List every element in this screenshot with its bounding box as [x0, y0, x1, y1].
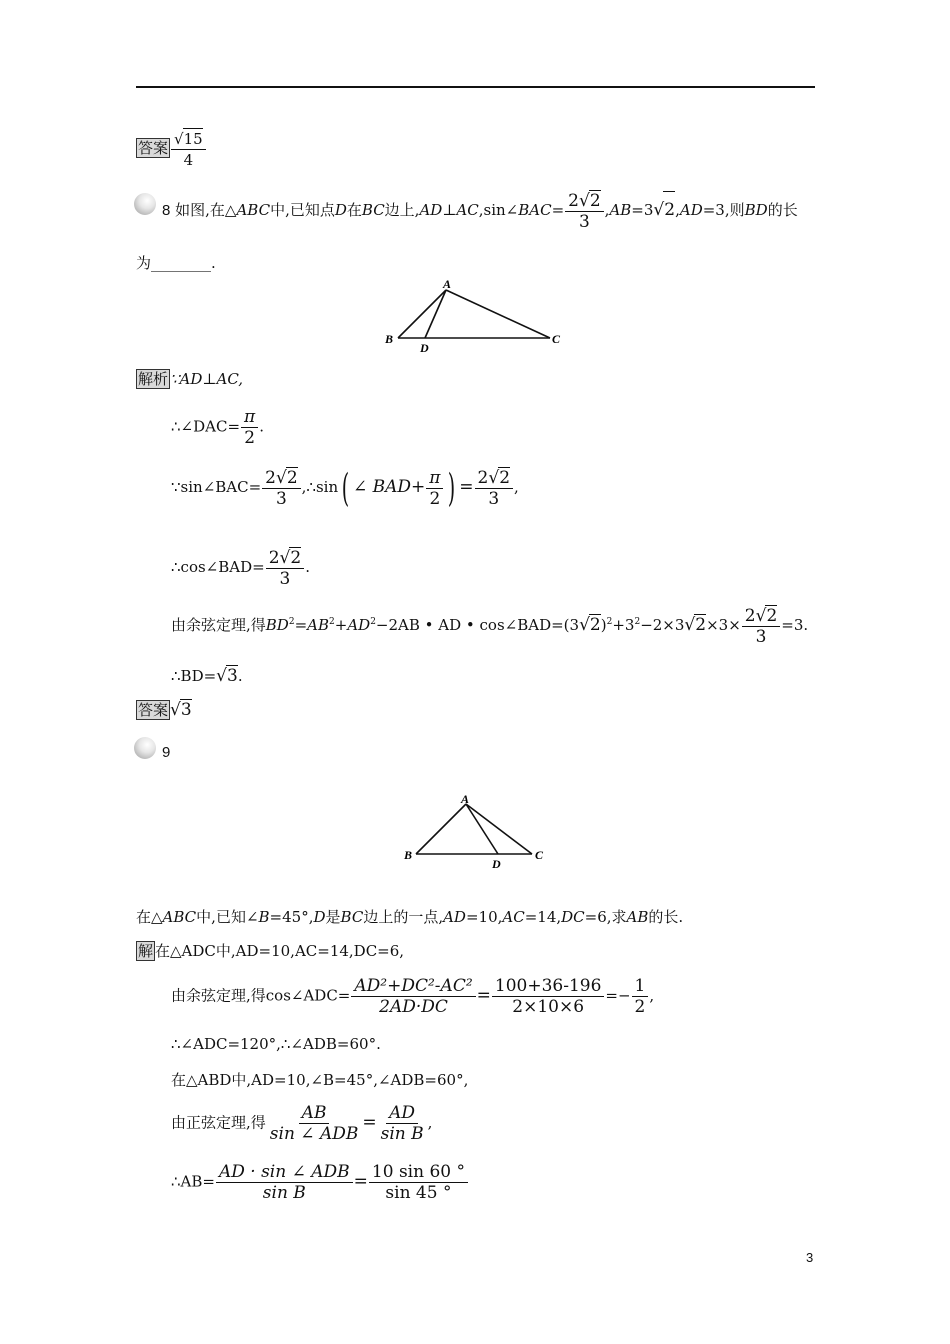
solution-line-5: 由正弦定理,得 $\frac{AB}{\text{sin ∠ ADB}}$ = $\frac{AD}{\text{sin B}}$ , [171, 1103, 433, 1144]
vertex-b: B [404, 848, 413, 862]
solution-label: 解 [138, 942, 154, 960]
vertex-c: C [552, 332, 561, 346]
question-9-text: 在△ABC中,已知∠B=45°,D是BC边上的一点,AD=10,AC=14,DC=6,求AB的长. [136, 908, 684, 926]
question-9-number: 9 [162, 744, 171, 761]
analysis-line-4: ∴cos∠BAD= $\frac{2√2}{3}$ . [171, 548, 310, 589]
answer-8: 答案 √3 [138, 700, 192, 720]
top-answer: 答案 $\frac{√15}{4}$ [136, 128, 207, 170]
analysis-line-6: ∴BD=√3. [171, 666, 243, 686]
vertex-d: D [420, 341, 429, 355]
solution-line-1: 解 在△ADC中,AD=10,AC=14,DC=6, [138, 942, 405, 960]
analysis-line-1: 解析 ∵AD⊥AC, [138, 370, 244, 388]
vertex-a: A [461, 792, 470, 806]
solution-line-2: 由余弦定理,得cos∠ADC= $\frac{\text{AD²+DC²-AC²}}{2AD\cdot DC}$ = $\frac{100+36-196}{2\times 10\times 6}$ =− $\frac{1}{2}$ , [171, 976, 655, 1017]
answer-label: 答案 [138, 139, 169, 157]
analysis-label: 解析 [138, 370, 169, 388]
solution-line-6: ∴AB= $\frac{\text{AD · sin ∠ ADB}}{\text{sin B}}$ = $\frac{10 \sin 60 ^\circ}{\sin 45 ^\circ}$ [171, 1162, 469, 1203]
vertex-c: C [535, 848, 544, 862]
question-8-blank: 为________. [136, 254, 216, 272]
triangle-figure-9 [398, 790, 558, 872]
analysis-line-5: 由余弦定理,得$BD^2=AB^2+AD^2-2AB$ • AD • $\cos\angle BAD=(3√2)^2+3^2-2\times 3√2\times 3\times$ $\frac{2√2}{3}$ =3. [171, 606, 809, 647]
analysis-line-3: ∵sin∠BAC= $\frac{2√2}{3}$ ,∴sin( ∠ BAD+ $\frac{\pi}{2}$ ) = $\frac{2√2}{3}$ , [171, 466, 519, 510]
solution-line-3: ∴∠ADC=120°,∴∠ADB=60°. [171, 1035, 381, 1053]
question-8: 8 如图,在△ABC中,已知点D在BC边上,AD⊥AC,sin∠BAC= $\frac{2√2}{3}$ ,AB=3√2,AD=3,则BD的长 [162, 191, 798, 232]
page-number: 3 [806, 1250, 814, 1265]
vertex-a: A [443, 277, 452, 291]
solution-line-4: 在△ABD中,AD=10,∠B=45°,∠ADB=60°, [171, 1071, 469, 1089]
question-marker-icon [134, 737, 156, 759]
triangle-figure-8 [380, 276, 570, 356]
question-marker-icon [134, 193, 156, 215]
vertex-b: B [385, 332, 394, 346]
analysis-line-2: ∴∠DAC= $\frac{\pi}{2}$ . [171, 407, 264, 448]
vertex-d: D [492, 857, 501, 871]
header-rule [136, 86, 815, 88]
